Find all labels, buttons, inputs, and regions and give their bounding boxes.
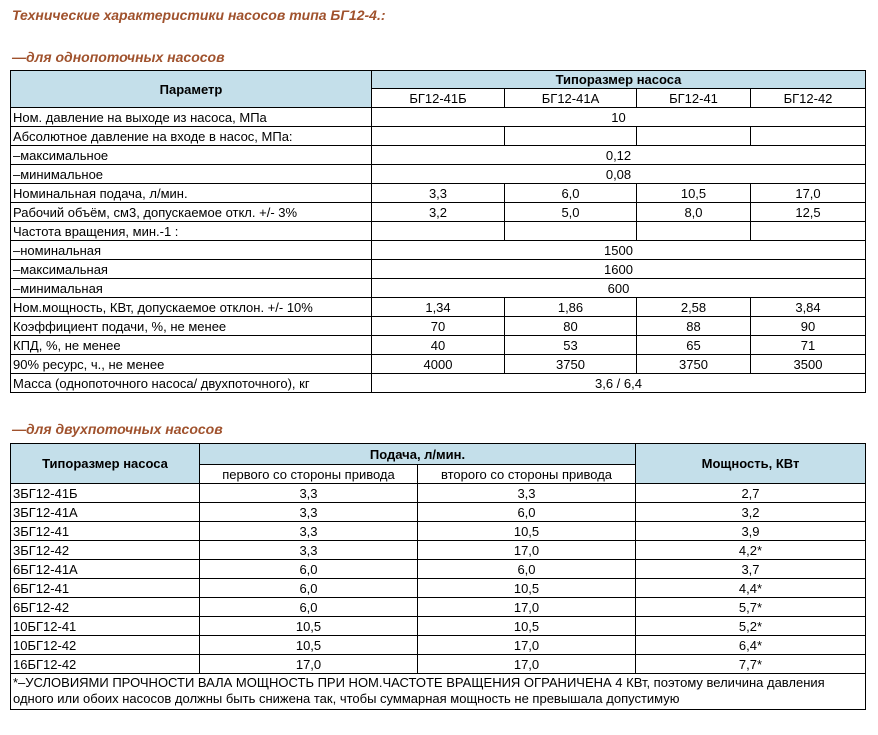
param-value: 2,58: [637, 298, 751, 317]
param-value: 71: [751, 336, 866, 355]
table-row: [11, 165, 866, 184]
flow-second-cell: 10,5: [418, 617, 636, 636]
param-value: 1600: [372, 260, 866, 279]
table-row: [11, 108, 866, 127]
power-cell: 6,4*: [636, 636, 866, 655]
table-row: [11, 222, 866, 241]
param-value: 3,3: [372, 184, 505, 203]
param-label: –минимальная: [11, 279, 372, 298]
single-flow-subtitle: [12, 49, 225, 65]
param-label: Ном.мощность, КВт, допускаемое отклон. +/- 10%: [11, 298, 372, 317]
model-cell: 3БГ12-42: [11, 541, 200, 560]
empty-cell: [505, 127, 637, 146]
model-cell: 3БГ12-41А: [11, 503, 200, 522]
param-label: –номинальная: [11, 241, 372, 260]
empty-cell: [372, 127, 505, 146]
empty-cell: [751, 222, 866, 241]
param-label: КПД, %, не менее: [11, 336, 372, 355]
param-value: 8,0: [637, 203, 751, 222]
flow-second-cell: 17,0: [418, 655, 636, 674]
param-value: 53: [505, 336, 637, 355]
power-cell: 4,2*: [636, 541, 866, 560]
flow-second-cell: 10,5: [418, 579, 636, 598]
empty-cell: [505, 222, 637, 241]
flow-second-cell: 6,0: [418, 560, 636, 579]
param-value: 0,08: [372, 165, 866, 184]
model-header: БГ12-41: [637, 89, 751, 108]
double-size-header: Типоразмер насоса: [11, 444, 200, 484]
double-flow-subtitle-text: —для двухпоточных насосов: [12, 421, 223, 437]
flow-second-cell: 6,0: [418, 503, 636, 522]
model-cell: 6БГ12-41А: [11, 560, 200, 579]
table-row: [11, 503, 866, 522]
param-value: 5,0: [505, 203, 637, 222]
table-row: [11, 617, 866, 636]
param-label: Масса (однопоточного насоса/ двухпоточного), кг: [11, 374, 372, 393]
param-value: 3750: [505, 355, 637, 374]
empty-cell: [637, 222, 751, 241]
flow-second-cell: 3,3: [418, 484, 636, 503]
table-row: [11, 655, 866, 674]
param-label: Частота вращения, мин.-1 :: [11, 222, 372, 241]
power-cell: 5,7*: [636, 598, 866, 617]
param-value: 40: [372, 336, 505, 355]
param-label: –минимальное: [11, 165, 372, 184]
empty-cell: [751, 127, 866, 146]
table-row: [11, 579, 866, 598]
table-row: [11, 279, 866, 298]
power-cell: 7,7*: [636, 655, 866, 674]
flow-first-cell: 3,3: [200, 522, 418, 541]
flow-second-cell: 10,5: [418, 522, 636, 541]
double-flow-subtitle: [12, 421, 223, 437]
flow-second-cell: 17,0: [418, 541, 636, 560]
model-header: БГ12-42: [751, 89, 866, 108]
table-row: [11, 636, 866, 655]
table-row: [11, 317, 866, 336]
double-flow-table: [10, 443, 866, 710]
power-cell: 2,7: [636, 484, 866, 503]
table-row: [11, 560, 866, 579]
param-value: 17,0: [751, 184, 866, 203]
param-label: Коэффициент подачи, %, не менее: [11, 317, 372, 336]
flow-second-cell: 17,0: [418, 636, 636, 655]
flow-first-cell: 6,0: [200, 579, 418, 598]
flow-first-header: первого со стороны привода: [200, 465, 418, 484]
power-header: Мощность, КВт: [636, 444, 866, 484]
flow-first-cell: 10,5: [200, 636, 418, 655]
footnote: *–УСЛОВИЯМИ ПРОЧНОСТИ ВАЛА МОЩНОСТЬ ПРИ НОМ.ЧАСТОТЕ ВРАЩЕНИЯ ОГРАНИЧЕНА 4 КВт, поэтому величина давления одного или обоих насосов должны быть снижена так, чтобы суммарная мощность не превышала допустимую: [11, 674, 866, 710]
page-title: Технические характеристики насосов типа БГ12-4.:: [12, 7, 386, 23]
param-label: Рабочий объём, см3, допускаемое откл. +/- 3%: [11, 203, 372, 222]
table-row: [11, 374, 866, 393]
flow-second-cell: 17,0: [418, 598, 636, 617]
empty-cell: [372, 222, 505, 241]
param-value: 3750: [637, 355, 751, 374]
param-value: 10,5: [637, 184, 751, 203]
flow-first-cell: 3,3: [200, 484, 418, 503]
model-cell: 3БГ12-41Б: [11, 484, 200, 503]
power-cell: 3,2: [636, 503, 866, 522]
table-row: [11, 260, 866, 279]
model-cell: 3БГ12-41: [11, 522, 200, 541]
flow-header: Подача, л/мин.: [200, 444, 636, 465]
model-header: БГ12-41А: [505, 89, 637, 108]
param-value: 70: [372, 317, 505, 336]
param-header: Параметр: [11, 71, 372, 108]
param-value: 1,86: [505, 298, 637, 317]
table-row: [11, 484, 866, 503]
table-row: [11, 203, 866, 222]
param-value: 80: [505, 317, 637, 336]
param-value: 65: [637, 336, 751, 355]
param-label: –максимальное: [11, 146, 372, 165]
table-row: [11, 355, 866, 374]
param-value: 6,0: [505, 184, 637, 203]
flow-first-cell: 6,0: [200, 560, 418, 579]
single-flow-subtitle-text: —для однопоточных насосов: [12, 49, 225, 65]
single-flow-table: [10, 70, 866, 393]
param-value: 3,84: [751, 298, 866, 317]
model-header: БГ12-41Б: [372, 89, 505, 108]
table-row: [11, 184, 866, 203]
param-value: 3,2: [372, 203, 505, 222]
table-row: [11, 127, 866, 146]
param-label: 90% ресурс, ч., не менее: [11, 355, 372, 374]
param-value: 10: [372, 108, 866, 127]
param-value: 3500: [751, 355, 866, 374]
table-row: [11, 541, 866, 560]
table-row: [11, 522, 866, 541]
empty-cell: [637, 127, 751, 146]
table-row: [11, 336, 866, 355]
flow-first-cell: 10,5: [200, 617, 418, 636]
param-value: 12,5: [751, 203, 866, 222]
power-cell: 4,4*: [636, 579, 866, 598]
flow-first-cell: 17,0: [200, 655, 418, 674]
model-cell: 10БГ12-42: [11, 636, 200, 655]
power-cell: 3,9: [636, 522, 866, 541]
model-cell: 10БГ12-41: [11, 617, 200, 636]
model-cell: 16БГ12-42: [11, 655, 200, 674]
flow-first-cell: 3,3: [200, 503, 418, 522]
param-label: Номинальная подача, л/мин.: [11, 184, 372, 203]
param-value: 90: [751, 317, 866, 336]
model-cell: 6БГ12-41: [11, 579, 200, 598]
param-label: Ном. давление на выходе из насоса, МПа: [11, 108, 372, 127]
param-value: 1,34: [372, 298, 505, 317]
model-cell: 6БГ12-42: [11, 598, 200, 617]
param-value: 1500: [372, 241, 866, 260]
table-row: [11, 241, 866, 260]
param-value: 3,6 / 6,4: [372, 374, 866, 393]
power-cell: 3,7: [636, 560, 866, 579]
size-header: Типоразмер насоса: [372, 71, 866, 89]
power-cell: 5,2*: [636, 617, 866, 636]
table-row: [11, 298, 866, 317]
table-row: [11, 598, 866, 617]
flow-second-header: второго со стороны привода: [418, 465, 636, 484]
param-value: 600: [372, 279, 866, 298]
param-label: Абсолютное давление на входе в насос, МПа:: [11, 127, 372, 146]
param-value: 88: [637, 317, 751, 336]
param-value: 4000: [372, 355, 505, 374]
param-label: –максимальная: [11, 260, 372, 279]
table-row: [11, 146, 866, 165]
flow-first-cell: 3,3: [200, 541, 418, 560]
param-value: 0,12: [372, 146, 866, 165]
flow-first-cell: 6,0: [200, 598, 418, 617]
